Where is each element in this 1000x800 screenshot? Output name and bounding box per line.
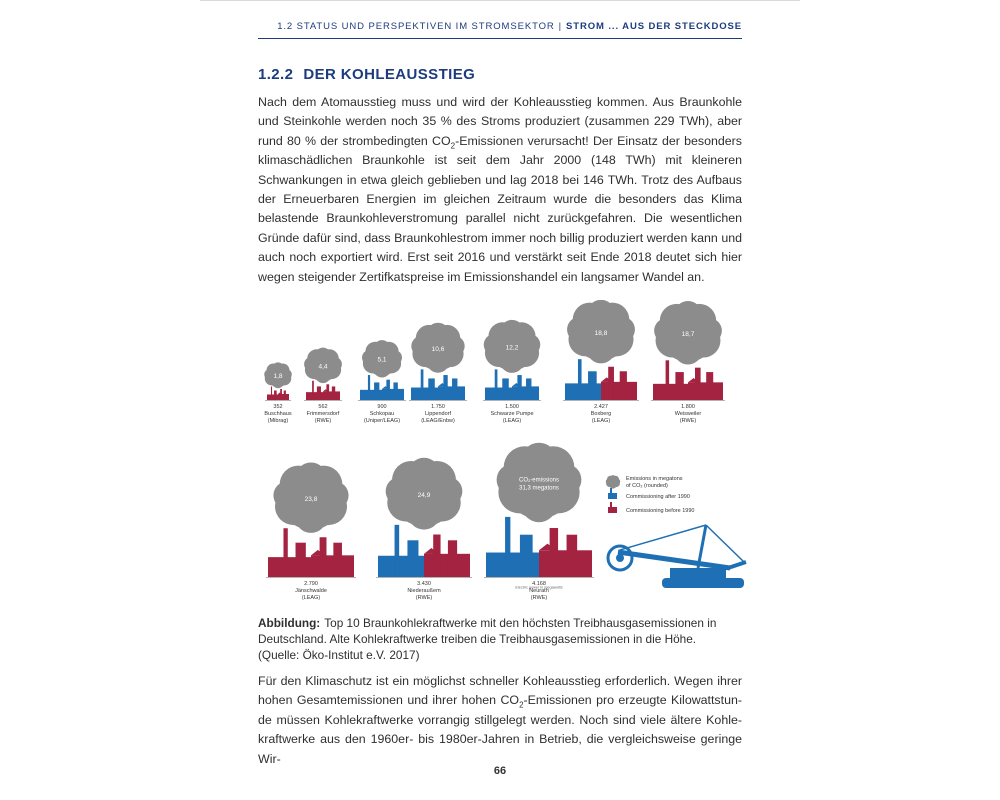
plant-name: Lippendorf	[425, 411, 451, 417]
paragraph-2-part-2: -Emissionen pro erzeugte Kilowattstunde müssen Kohlekraftwerke vorrangig stillgelegt werden. Noch sind viele ältere Kohlekraftwerke aus den 1960er- bis 1980er-Jahren in Betrieb, die vergleichsweise geringe Wir-	[258, 693, 742, 766]
legend-emissions-unit: of CO₂ (rounded)	[626, 483, 668, 489]
paragraph-2-part-1: Für den Klimaschutz ist ein möglichst schneller Kohleausstieg erforderlich. Wegen ihrer hohen Gesamtemissionen und ihrer hohen CO	[258, 674, 742, 708]
plant-buildings	[565, 359, 637, 400]
plant-9	[376, 458, 472, 601]
paragraph-1-part-2: -Emissionen verursacht! Der Einsatz der besonders klimaschädlichen Braunkohle ist seit dem Jahr 2000 (148 TWh) mit kleineren Schwankungen in etwa gleich geblieben und lag 2018 bei 146 TWh. Trotz des Aufbaus der Erneuerbaren Energien im gleichen Zeitraum wurde die besonders das Klima belastende Braunkohleverstromung parallel nicht zurückgefahren. Die wesentlichen Gründe dafür sind, dass Braunkohlestrom immer noch billig produziert werden kann und auch noch exportiert wird. Erst seit 2016 und verstärkt seit Ende 2018 deutet sich hier wegen steigender Zertifkatspreise im Emissionshandel ein langsamer Wandel an.	[258, 133, 742, 284]
emission-value: 4,4	[318, 363, 328, 371]
plant-operator: (RWE)	[679, 418, 697, 424]
legend-before-label: Commissioning before 1990	[626, 508, 695, 514]
plant-capacity: 1.750	[431, 404, 445, 410]
plant-operator: (Mibrag)	[267, 418, 289, 424]
header-separator: |	[558, 21, 563, 32]
plant-buildings	[267, 387, 289, 401]
section-number: 1.2.2	[258, 66, 294, 83]
plant-capacity: 4.168	[532, 581, 546, 587]
legend-cloud-icon	[606, 475, 620, 489]
emission-value: 23,8	[304, 495, 318, 503]
emission-value: CO₂-emissions	[518, 477, 560, 484]
plant-operator: (LEAG)	[591, 418, 611, 424]
power-plant-figure	[258, 300, 748, 612]
section-title	[258, 66, 475, 83]
plant-3	[358, 340, 406, 424]
plant-operator: (LEAG)	[301, 595, 321, 601]
emission-value: 24,9	[417, 491, 431, 499]
plant-capacity: 2.427	[594, 404, 608, 410]
emission-value: 31,3 megatons	[519, 485, 559, 492]
header-rule	[258, 38, 742, 39]
plant-buildings	[411, 369, 465, 400]
figure-caption	[258, 615, 742, 663]
plant-capacity: 1.500	[505, 404, 519, 410]
paragraph-1-part-1: Nach dem Atomausstieg muss und wird der Kohleausstieg kommen. Aus Braunkohle und Steinkohle werden noch 35 % des Stroms produziert (zusammen 229 TWh), aber rund 80 % der strombedingten CO	[258, 95, 742, 148]
plant-capacity: 1.800	[681, 404, 695, 410]
caption-text: Top 10 Braunkohlekraftwerke mit den höchsten Treibhausgasemissionen in Deutschland. Alte Kohlekraftwerke treiben die Treibhausgasemissionen in die Höhe.	[258, 616, 717, 646]
co2-subscript: 2	[450, 141, 456, 151]
emission-value: 18,7	[681, 331, 695, 339]
plant-name: Boxberg	[590, 411, 612, 417]
plant-operator: (RWE)	[415, 595, 433, 601]
plant-buildings	[306, 381, 340, 400]
legend-before-icon	[608, 502, 617, 513]
plant-buildings	[485, 369, 539, 400]
header-chapter: 1.2 STATUS UND PERSPEKTIVEN IM STROMSEKTOR	[277, 21, 555, 32]
emission-value: 10,6	[431, 345, 445, 353]
plant-capacity: 900	[377, 404, 387, 410]
running-header	[258, 21, 742, 32]
plant-operator: (LEAG)	[502, 418, 522, 424]
plant-capacity: 562	[318, 404, 328, 410]
legend-after-icon	[608, 488, 617, 499]
header-section: STROM ... AUS DER STECKDOSE	[566, 21, 742, 32]
page-number: 66	[493, 765, 507, 777]
figure-legend	[606, 475, 695, 514]
legend-emissions-label: Emissions in megatons	[626, 476, 683, 482]
plant-name: Frimmersdorf	[306, 411, 340, 417]
co2-subscript: 2	[519, 700, 524, 710]
caption-source: (Quelle: Öko-Institut e.V. 2017)	[258, 648, 420, 662]
plant-operator: (Uniper/LEAG)	[363, 418, 401, 424]
plant-capacity: 352	[273, 404, 283, 410]
plant-name: Buschhaus	[264, 411, 292, 417]
caption-label: Abbildung:	[258, 616, 321, 630]
plant-note: Electric power in megawatts	[515, 585, 563, 590]
legend-after-label: Commissioning after 1990	[626, 494, 690, 500]
plant-2	[304, 348, 342, 424]
plant-8	[266, 462, 356, 601]
plant-capacity: 3.430	[417, 581, 431, 587]
plant-name: Schkopau	[369, 411, 395, 417]
plant-name: Weisweiler	[674, 411, 702, 417]
plant-name: Neurath	[529, 588, 549, 594]
plant-7	[651, 301, 725, 424]
plant-buildings	[360, 375, 404, 400]
plant-operator: (RWE)	[530, 595, 548, 601]
plant-10	[484, 443, 594, 601]
plant-6	[563, 300, 639, 424]
plant-operator: (RWE)	[314, 418, 332, 424]
plant-name: Jänschwalde	[295, 588, 327, 594]
plant-buildings	[378, 525, 470, 577]
emission-value: 5,1	[377, 356, 387, 364]
plant-1	[264, 362, 292, 424]
top-border	[200, 0, 800, 1]
plant-buildings	[268, 528, 354, 577]
plant-name: Schwarze Pumpe	[490, 411, 534, 417]
power-plant-infographic	[258, 300, 748, 612]
plant-4	[409, 323, 467, 424]
paragraph-2	[258, 672, 742, 769]
bucket-wheel-excavator-icon	[608, 525, 746, 588]
plant-operator: (LEAG/Enbw)	[421, 418, 455, 424]
plant-buildings	[486, 517, 592, 577]
section-title-text: DER KOHLEAUSSTIEG	[303, 66, 476, 83]
plant-name: Niederaußem	[407, 588, 441, 594]
plant-buildings	[653, 360, 723, 400]
plant-5	[483, 320, 541, 424]
emission-value: 1,8	[273, 373, 283, 381]
plant-capacity: 2.790	[304, 581, 318, 587]
paragraph-1	[258, 93, 742, 287]
emission-value: 12,2	[505, 344, 519, 352]
emission-value: 18,8	[594, 329, 608, 337]
